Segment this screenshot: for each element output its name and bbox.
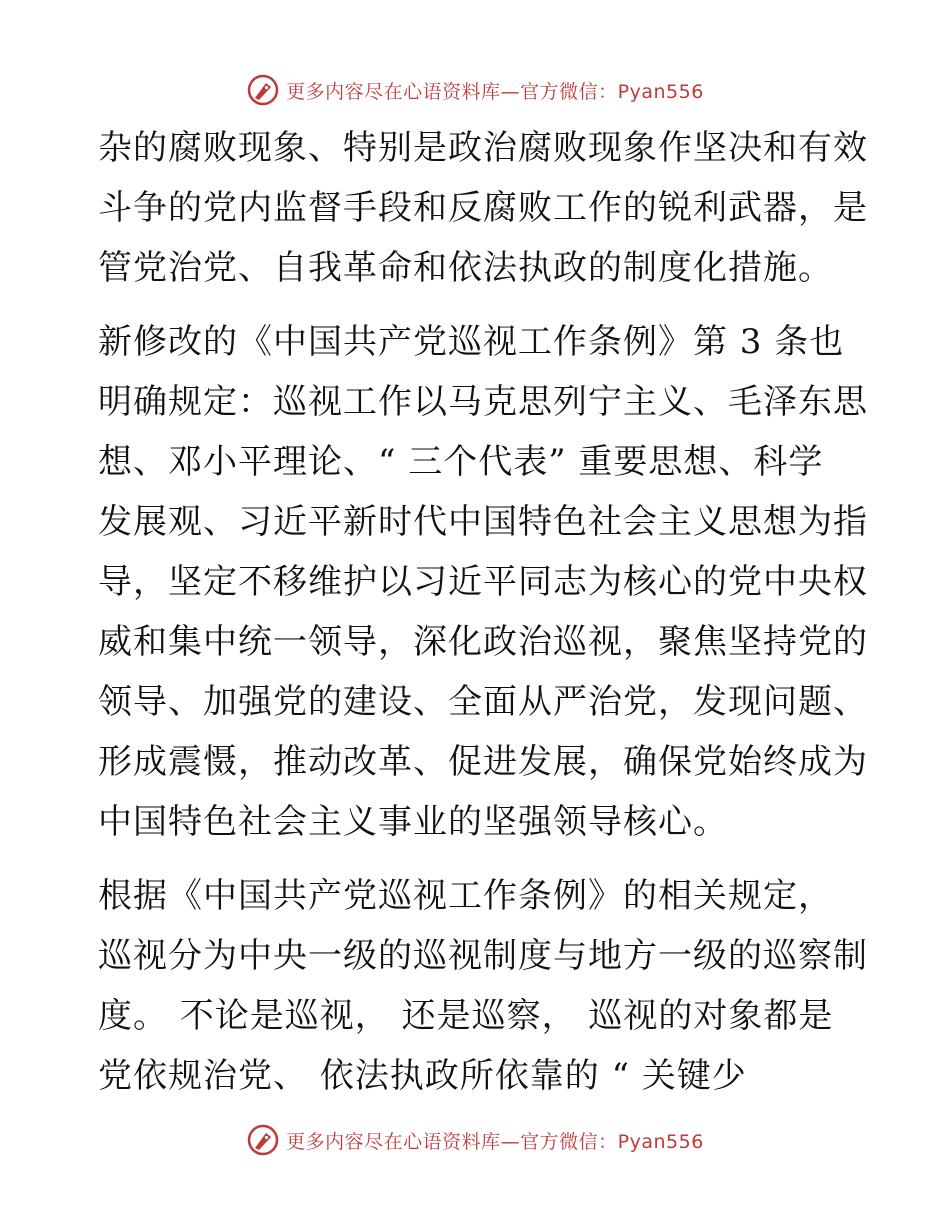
paragraph-2: [98, 312, 868, 852]
text-line: 中国特色社会主义事业的坚强领导核心。: [98, 802, 728, 842]
banner-text: 更多内容尽在心语资料库—官方微信：Pyan556: [286, 80, 704, 103]
text-line: 形成震慑，推动改革、促进发展，确保党始终成为: [98, 742, 868, 782]
paragraph-1: [98, 118, 868, 298]
paragraph-3: [98, 866, 868, 1106]
text-line: 领导、加强党的建设、全面从严治党，发现问题、: [98, 682, 868, 722]
text-line: 斗争的党内监督手段和反腐败工作的锐利武器，是: [98, 188, 868, 228]
header-banner: [0, 70, 950, 110]
text-line: 管党治党、自我革命和依法执政的制度化措施。: [98, 248, 833, 288]
text-line: 根据《中国共产党巡视工作条例》的相关规定，: [98, 876, 833, 916]
text-line: 新修改的《中国共产党巡视工作条例》第 3 条也: [98, 322, 845, 362]
text-line: 想、邓小平理论、“ 三个代表” 重要思想、科学: [98, 442, 824, 482]
text-line: 威和集中统一领导，深化政治巡视，聚焦坚持党的: [98, 622, 868, 662]
text-line: 巡视分为中央一级的巡视制度与地方一级的巡察制: [98, 936, 868, 976]
pen-nib-logo-icon: [246, 73, 280, 107]
text-line: 导，坚定不移维护以习近平同志为核心的党中央权: [98, 562, 868, 602]
footer-banner: [0, 1120, 950, 1160]
text-line: 发展观、习近平新时代中国特色社会主义思想为指: [98, 502, 868, 542]
text-line: 明确规定：巡视工作以马克思列宁主义、毛泽东思: [98, 382, 868, 422]
text-line: 党依规治党、 依法执政所依靠的 “ 关键少: [98, 1056, 747, 1096]
text-line: 度。 不论是巡视， 还是巡察， 巡视的对象都是: [98, 996, 834, 1036]
text-line: 杂的腐败现象、特别是政治腐败现象作坚决和有效: [98, 128, 868, 168]
pen-nib-logo-icon: [246, 1123, 280, 1157]
document-body: [98, 118, 868, 1120]
banner-text: 更多内容尽在心语资料库—官方微信：Pyan556: [286, 1130, 704, 1153]
